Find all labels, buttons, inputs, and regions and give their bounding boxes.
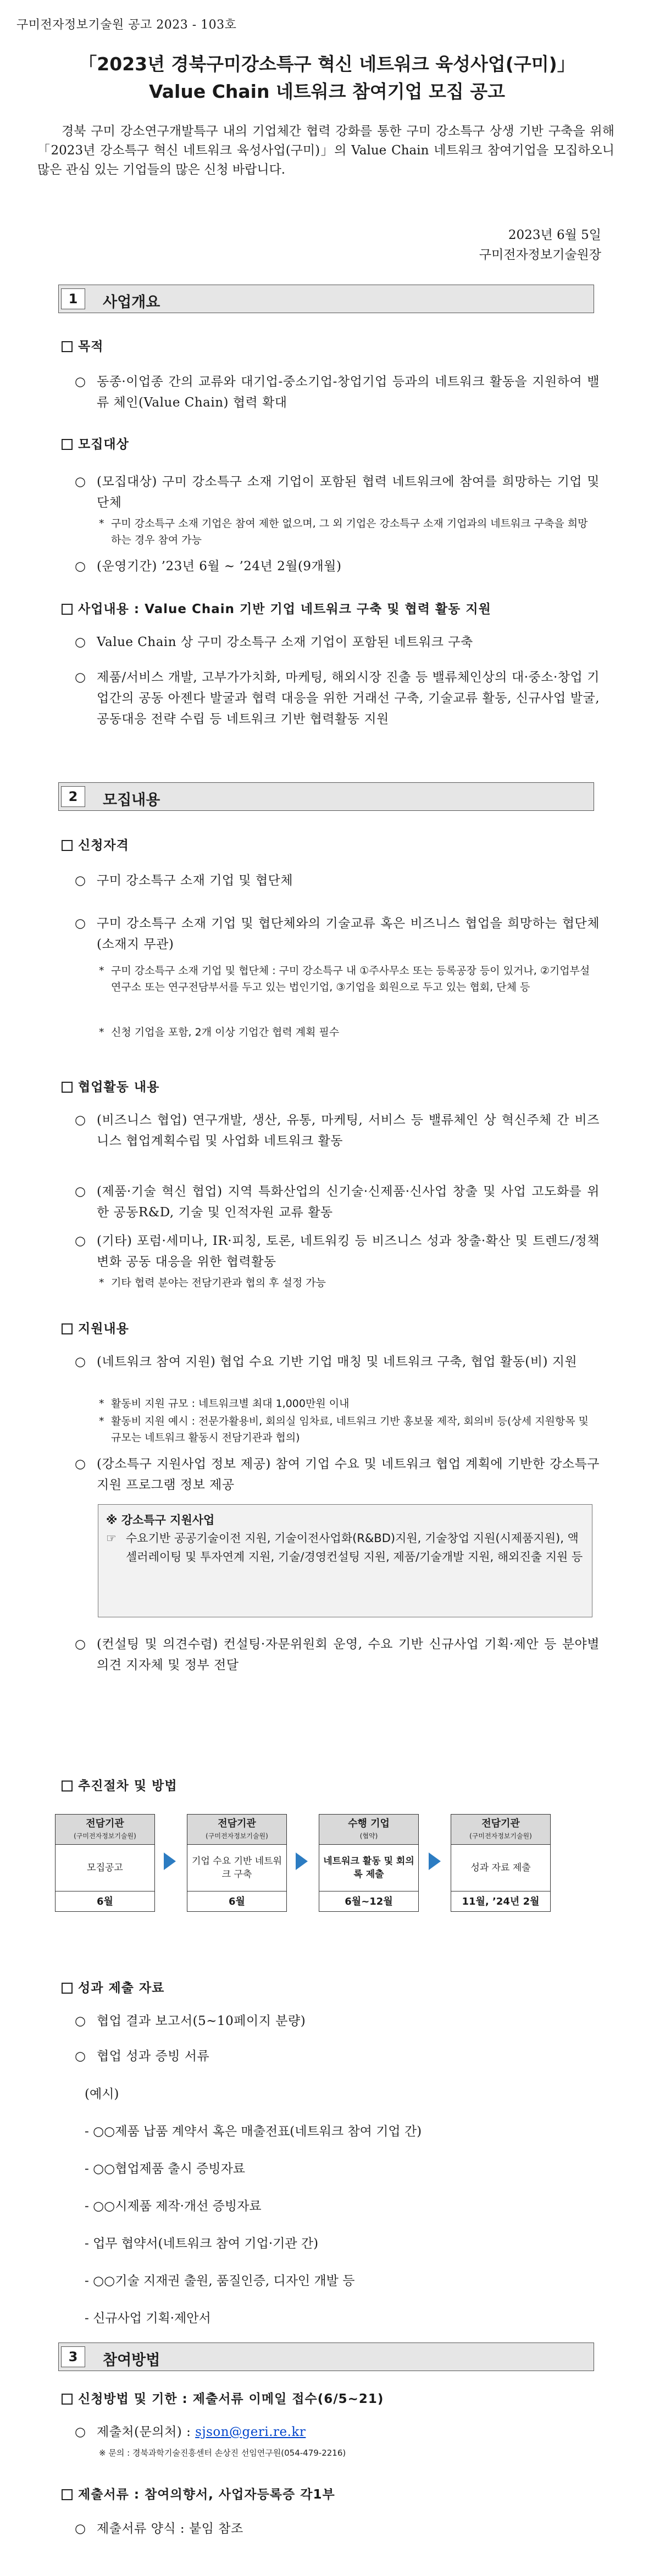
result-item: - ○○제품 납품 계약서 혹은 매출전표(네트워크 참여 기업 간) [85, 2124, 422, 2139]
issuer: 구미전자정보기술원장 [479, 248, 601, 262]
checkbox-icon [62, 2394, 73, 2405]
result-item: - 신규사업 기획·제안서 [85, 2311, 211, 2325]
result-item: - ○○기술 지재권 출원, 품질인증, 디자인 개발 등 [85, 2274, 355, 2288]
bullet-item: ○ 구미 강소특구 소재 기업 및 협단체 [75, 870, 600, 891]
title-line-2: Value Chain 네트워크 참여기업 모집 공고 [149, 81, 505, 102]
note-item: * 구미 강소특구 소재 기업 및 협단체 : 구미 강소특구 내 ①주사무소 또는 등록공장 등이 있거나, ②기업부설연구소 또는 연구전담부서를 두고 있는 법인기업, ③기업을 회원으로 두고 있는 협회, 단체 등 [99, 962, 594, 995]
heading-procedure: 추진절차 및 방법 [62, 1776, 178, 1794]
checkbox-icon [62, 604, 73, 615]
bullet-icon: ○ [75, 1637, 86, 1651]
checkbox-icon [62, 1781, 73, 1791]
checkbox-icon [62, 1082, 73, 1093]
checkbox-icon [62, 2489, 73, 2500]
bullet-item: ○ 협업 성과 증빙 서류 [75, 2046, 600, 2067]
bullet-item: ○ 제출처(문의처) : sjson@geri.re.kr [75, 2422, 600, 2443]
bullet-item: ○ (운영기간) ’23년 6월 ~ ’24년 2월(9개월) [75, 556, 600, 577]
section-header-2 [58, 782, 594, 811]
process-flow [55, 1814, 605, 1913]
note-marker: * [99, 1415, 104, 1427]
section-number: 1 [61, 288, 85, 309]
contact-email-link[interactable]: sjson@geri.re.kr [195, 2425, 306, 2439]
section-title: 참여방법 [103, 2352, 160, 2369]
bullet-icon: ○ [75, 670, 86, 685]
bullet-item: ○ 동종·이업종 간의 교류와 대기업-중소기업-창업기업 등과의 네트워크 활동을 지원하여 밸류 체인(Value Chain) 협력 확대 [75, 371, 600, 413]
bullet-icon: ○ [75, 1184, 86, 1199]
bullet-icon: ○ [75, 2522, 86, 2536]
note-marker: * [99, 1398, 104, 1410]
bullet-icon: ○ [75, 873, 86, 888]
bullet-item: ○ (컨설팅 및 의견수렴) 컨설팅·자문위원회 운영, 수요 기반 신규사업 기획·제안 등 분야별 의견 지자체 및 정부 전달 [75, 1634, 600, 1676]
support-program-box [98, 1504, 592, 1617]
bullet-item: ○ (기타) 포럼·세미나, IR·피칭, 토론, 네트워킹 등 비즈니스 성과 창출·확산 및 트렌드/정책 변화 공동 대응을 위한 협력활동 [75, 1231, 600, 1272]
bullet-icon: ○ [75, 375, 86, 389]
pointer-icon: ☞ [106, 1532, 117, 1545]
bullet-icon: ○ [75, 2425, 86, 2439]
heading-target: 모집대상 [62, 434, 129, 452]
issue-date: 2023년 6월 5일 [508, 228, 601, 242]
bullet-item: ○ (네트워크 참여 지원) 협업 수요 기반 기업 매칭 및 네트워크 구축, 협업 활동(비) 지원 [75, 1351, 600, 1372]
heading-support: 지원내용 [62, 1318, 129, 1337]
bullet-item: ○ (모집대상) 구미 강소특구 소재 기업이 포함된 협력 네트워크에 참여를 희망하는 기업 및 단체 [75, 471, 600, 513]
result-item: - ○○시제품 제작·개선 증빙자료 [85, 2199, 262, 2213]
bullet-icon: ○ [75, 1355, 86, 1369]
section-title: 사업개요 [103, 294, 160, 311]
bullet-icon: ○ [75, 475, 86, 489]
bullet-item: ○ (강소특구 지원사업 정보 제공) 참여 기업 수요 및 네트워크 협업 계획에 기반한 강소특구 지원 프로그램 정보 제공 [75, 1454, 600, 1495]
note-marker: * [99, 1277, 104, 1289]
heading-business: 사업내용 : Value Chain 기반 기업 네트워크 구축 및 협력 활동 지원 [62, 599, 491, 617]
bullet-icon: ○ [75, 559, 86, 574]
checkbox-icon [62, 1983, 73, 1994]
bullet-item: ○ 협업 결과 보고서(5~10페이지 분량) [75, 2011, 600, 2032]
heading-purpose: 목적 [62, 336, 103, 354]
process-step: 전담기관 (구미전자정보기술원) 기업 수요 기반 네트워크 구축 6월 [187, 1814, 287, 1912]
bullet-item: ○ 구미 강소특구 소재 기업 및 협단체와의 기술교류 혹은 비즈니스 협업을 희망하는 협단체(소재지 무관) [75, 913, 600, 955]
title-line-1: 「2023년 경북구미강소특구 혁신 네트워크 육성사업(구미)」 [79, 53, 575, 75]
note-item: * 구미 강소특구 소재 기업은 참여 제한 없으며, 그 외 기업은 강소특구 소재 기업과의 네트워크 구축을 희망하는 경우 참여 가능 [99, 515, 594, 548]
section-title: 모집내용 [103, 792, 160, 809]
arrow-right-icon [296, 1852, 308, 1870]
note-item: * 활동비 지원 예시 : 전문가활용비, 회의실 임차료, 네트워크 기반 홍보물 제작, 회의비 등(상세 지원항목 및 규모는 네트워크 활동시 전담기관과 협의) [99, 1413, 594, 1446]
note-item: * 신청 기업을 포함, 2개 이상 기업간 협력 계획 필수 [99, 1024, 594, 1041]
process-step: 수행 기업 (협약) 네트워크 활동 및 회의록 제출 6월~12월 [319, 1814, 419, 1912]
note-marker: * [99, 1026, 104, 1038]
notice-title [0, 51, 654, 105]
checkbox-icon [62, 840, 73, 851]
arrow-right-icon [164, 1852, 176, 1870]
result-item: - ○○협업제품 출시 증빙자료 [85, 2162, 246, 2176]
support-program-list: ☞ 수요기반 공공기술이전 지원, 기술이전사업화(R&BD)지원, 기술창업 지원(시제품지원), 액셀러레이팅 및 투자연계 지원, 기술/경영컨설팅 지원, 제품/기술개발 지원, 해외진출 지원 등 [106, 1529, 584, 1566]
checkbox-icon [62, 1323, 73, 1334]
bullet-icon: ○ [75, 1113, 86, 1127]
note-item: * 기타 협력 분야는 전담기관과 협의 후 설정 가능 [99, 1275, 594, 1291]
support-program-title: ※ 강소특구 지원사업 [106, 1514, 215, 1527]
bullet-item: ○ 제출서류 양식 : 붙임 참조 [75, 2518, 600, 2539]
heading-documents: 제출서류 : 참여의향서, 사업자등록증 각1부 [62, 2484, 335, 2502]
bullet-icon: ○ [75, 2049, 86, 2063]
issue-date-block [479, 225, 601, 265]
heading-qualification: 신청자격 [62, 835, 129, 853]
note-marker: * [99, 965, 104, 977]
section-header-1 [58, 285, 594, 313]
checkbox-icon [62, 341, 73, 352]
bullet-item: ○ 제품/서비스 개발, 고부가가치화, 마케팅, 해외시장 진출 등 밸류체인상의 대·중소·창업 기업간의 공동 아젠다 발굴과 협력 대응을 위한 거래선 구축, 기술교류 활동, 신규사업 발굴, 공동대응 전략 수립 등 네트워크 기반 협력활동 지원 [75, 667, 600, 730]
bullet-item: ○ Value Chain 상 구미 강소특구 소재 기업이 포함된 네트워크 구축 [75, 632, 600, 653]
section-header-3 [58, 2343, 594, 2371]
note-item: * 활동비 지원 규모 : 네트워크별 최대 1,000만원 이내 [99, 1395, 594, 1412]
bullet-icon: ○ [75, 635, 86, 649]
result-item: - 업무 협약서(네트워크 참여 기업·기관 간) [85, 2236, 319, 2251]
process-step: 전담기관 (구미전자정보기술원) 성과 자료 제출 11월, ’24년 2월 [451, 1814, 551, 1912]
process-step: 전담기관 (구미전자정보기술원) 모집공고 6월 [55, 1814, 155, 1912]
section-number: 3 [61, 2346, 85, 2367]
heading-results: 성과 제출 자료 [62, 1978, 164, 1996]
example-label: (예시) [85, 2087, 119, 2101]
bullet-icon: ○ [75, 2014, 86, 2028]
arrow-right-icon [429, 1852, 441, 1870]
heading-apply: 신청방법 및 기한 : 제출서류 이메일 접수(6/5~21) [62, 2389, 384, 2407]
bullet-item: ○ (비즈니스 협업) 연구개발, 생산, 유통, 마케팅, 서비스 등 밸류체인 상 혁신주체 간 비즈니스 협업계획수립 및 사업화 네트워크 활동 [75, 1110, 600, 1151]
bullet-icon: ○ [75, 1234, 86, 1248]
note-marker: * [99, 518, 104, 530]
checkbox-icon [62, 439, 73, 450]
bullet-icon: ○ [75, 1457, 86, 1471]
heading-cooperation: 협업활동 내용 [62, 1077, 159, 1095]
intro-paragraph: 경북 구미 강소연구개발특구 내의 기업체간 협력 강화를 통한 구미 강소특구 상생 기반 구축을 위해 「2023년 강소특구 혁신 네트워크 육성사업(구미)」의 Value Chain 네트워크 참여기업을 모집하오니 많은 관심 있는 기업들의 많은 신청 바랍니다. [37, 124, 614, 177]
notice-number: 구미전자정보기술원 공고 2023 - 103호 [16, 18, 237, 32]
section-number: 2 [61, 786, 85, 807]
contact-note: ※ 문의 : 경북과학기술진흥센터 손상진 선임연구원(054-479-2216) [99, 2448, 346, 2458]
bullet-icon: ○ [75, 916, 86, 931]
bullet-item: ○ (제품·기술 혁신 협업) 지역 특화산업의 신기술·신제품·신사업 창출 및 사업 고도화를 위한 공동R&D, 기술 및 인적자원 교류 활동 [75, 1181, 600, 1223]
